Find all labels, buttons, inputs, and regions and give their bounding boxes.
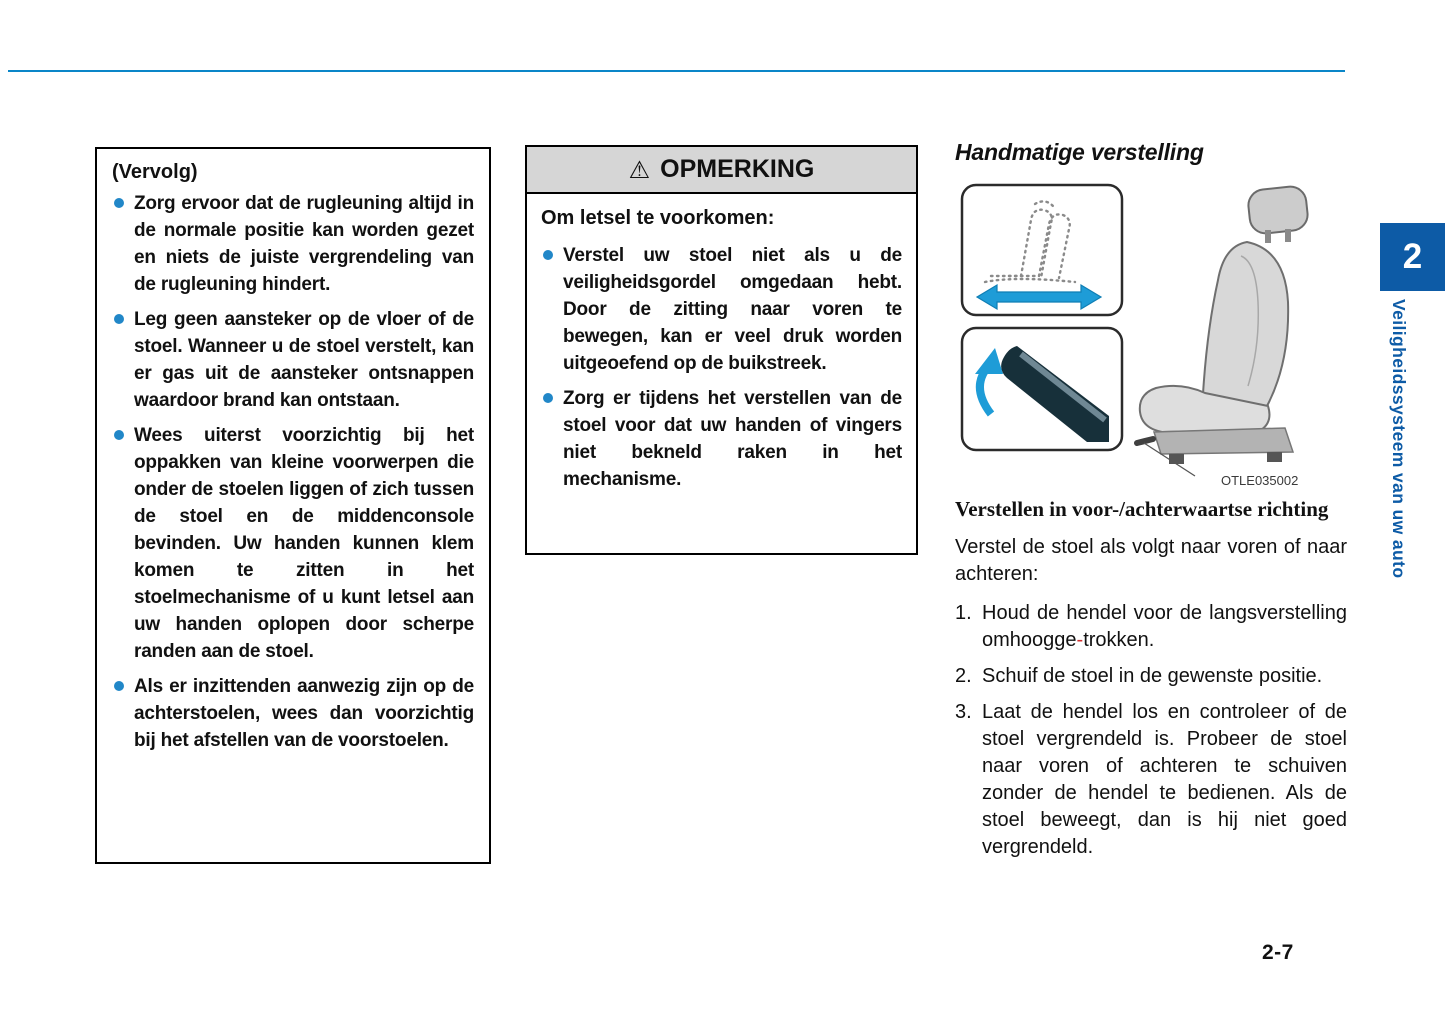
steps-list [955,600,1347,861]
bullet-icon [114,681,124,691]
step-item [955,600,1347,654]
bullet-text: Zorg er tijdens het verstellen van de stoel voor dat uw handen of vingers niet bekneld raken in het mechanisme. [563,388,902,490]
opmerking-header [527,147,916,194]
bullet-icon [114,198,124,208]
step-number: 3. [955,701,972,723]
step-text: Schuif de stoel in de gewenste positie. [982,665,1323,687]
bullet-text: Verstel uw stoel niet als u de veiligheidsgordel omgedaan hebt. Door de zitting naar voren te bewegen, kan er veel druk worden uitgeoefend op de buikstreek. [563,245,902,374]
bullet-text: Wees uiterst voorzichtig bij het oppakken van kleine voorwerpen die onder de stoelen liggen of zich tussen de stoel en de middenconsole bevinden. Uw handen kunnen klem komen te zitten in het stoelmechanisme of u kunt letsel aan uw handen oplopen door scherpe randen aan de stoel. [134,425,474,662]
step-text: Houd de hendel voor de langsverstelling omhoogge-trokken. [982,602,1347,651]
bullet-text: Leg geen aansteker op de vloer of de stoel. Wanneer u de stoel verstelt, kan er gas uit de aansteker ontsnappen waardoor brand kan ontstaan. [134,309,474,411]
chapter-number: 2 [1402,237,1423,276]
vervolg-bullet-list [112,190,474,754]
step-number: 1. [955,602,972,624]
step-item [955,699,1347,861]
bullet-icon [114,314,124,324]
manual-adjustment-section [955,139,1347,870]
step-text: Laat de hendel los en controleer of de stoel vergrendeld is. Probeer de stoel naar voren of achteren te schuiven zonder de hendel te bedienen. Als de stoel beweegt, dan is hij niet goed vergrendeld. [982,701,1347,858]
figure-code: OTLE035002 [1221,473,1299,488]
list-item [112,673,474,754]
vervolg-box [95,147,491,864]
bullet-icon [543,250,553,260]
bullet-text: Zorg ervoor dat de rugleuning altijd in de normale positie kan worden gezet en niets de juiste vergrendeling van de rugleuning hindert. [134,193,474,295]
list-item [112,190,474,298]
list-item [541,385,902,493]
list-item [541,242,902,377]
chapter-sidebar-label: Veiligheidssysteem van uw auto [1389,299,1409,579]
warning-icon: ⚠ [628,155,651,184]
intro-text: Verstel de stoel als volgt naar voren of naar achteren: [955,536,1347,585]
bullet-icon [543,393,553,403]
section-heading: Handmatige verstelling [955,139,1204,165]
seat-figure [955,180,1345,488]
bullet-text: Als er inzittenden aanwezig zijn op de achterstoelen, wees dan voorzichtig bij het afstellen van de voorstoelen. [134,676,474,751]
list-item [112,306,474,414]
top-rule [8,70,1345,72]
chapter-tab [1380,223,1445,291]
subsection-heading: Verstellen in voor-/achterwaartse richting [955,497,1329,521]
opmerking-bullet-list [541,242,902,493]
list-item [112,422,474,665]
step-number: 2. [955,665,972,687]
opmerking-body [527,194,916,511]
opmerking-title: OPMERKING [660,155,815,183]
vervolg-title: (Vervolg) [112,161,198,183]
soft-hyphen: - [1076,629,1084,651]
opmerking-intro: Om letsel te voorkomen: [541,207,775,229]
bullet-icon [114,430,124,440]
step-item [955,663,1347,690]
opmerking-box [525,145,918,555]
seat-illustration [1137,185,1309,476]
page-number: 2-7 [1262,941,1294,964]
